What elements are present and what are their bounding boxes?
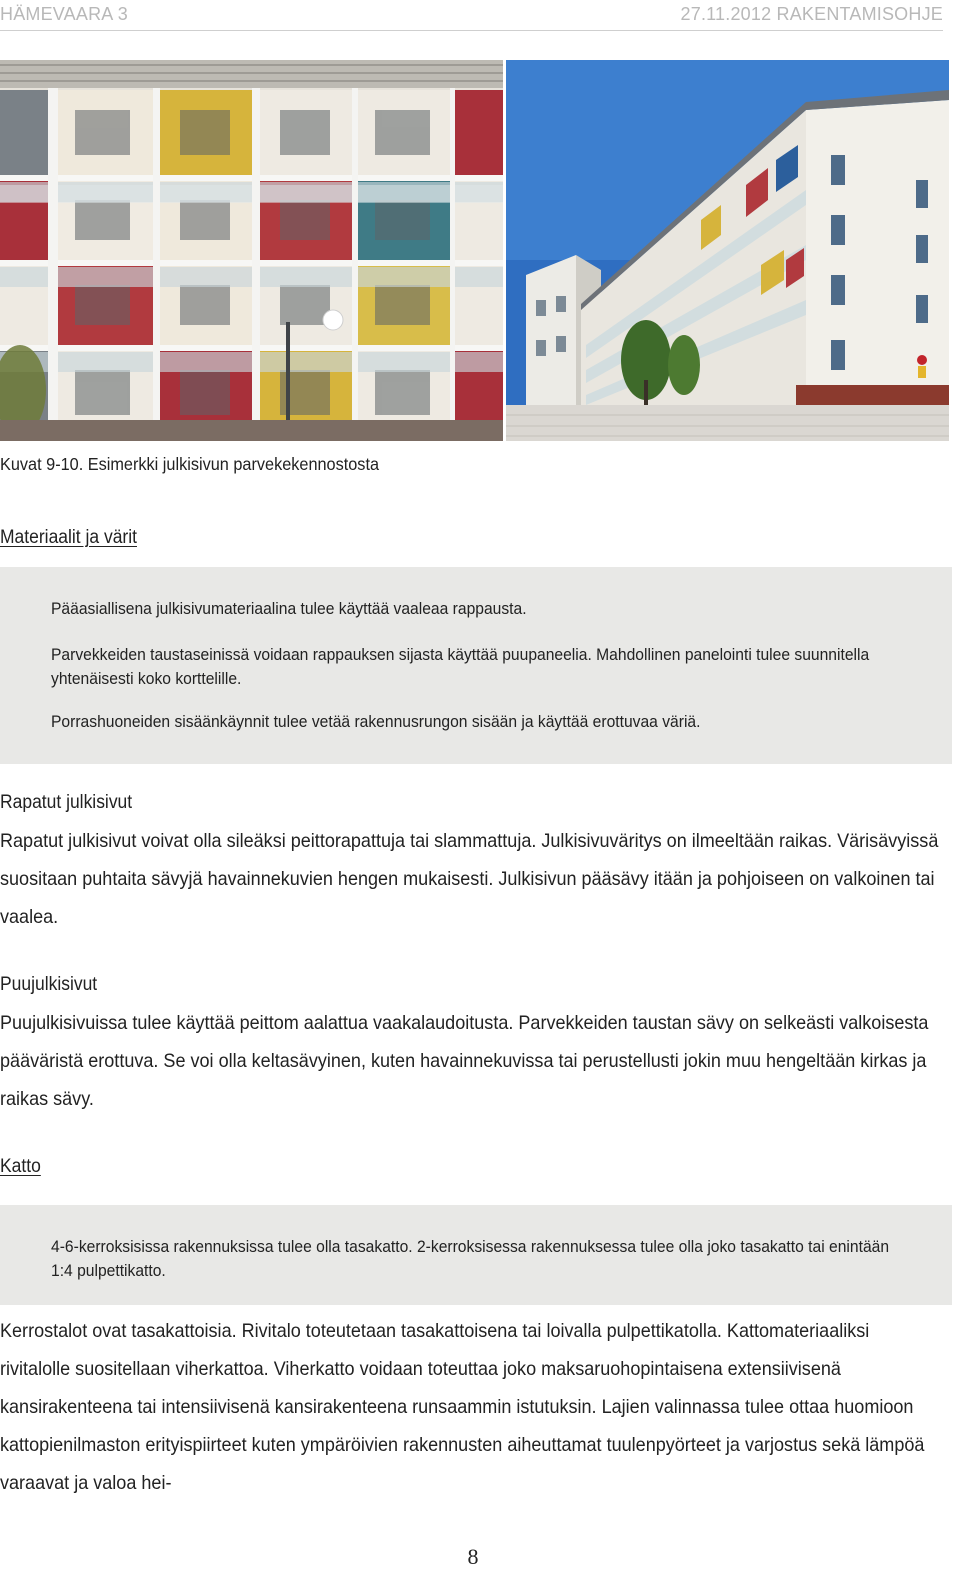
plastered-paragraph: Rapatut julkisivut voivat olla sileäksi peittorapattuja tai slammattuja. Julkisivuväritys on ilmeeltään raikas. Värisävyissä suositaan puhtaita sävyjä havainnekuvien hengen mukaisesti. Julkisivun pääsävy itään ja pohjoiseen on valkoinen tai vaalea. [0, 830, 939, 928]
header-rule [0, 30, 943, 31]
header-document-title: HÄMEVAARA 3 [0, 4, 128, 24]
materials-paragraph-2: Parvekkeiden taustaseinissä voidaan rappauksen sijasta käyttää puupaneelia. Mahdollinen panelointi tulee suunnitella yhtenäisesti koko korttelille. [51, 645, 870, 688]
roof-guideline-box [0, 1205, 952, 1305]
balcony-facade-photo [0, 60, 503, 441]
section-heading-roof: Katto [0, 1156, 41, 1177]
figure-caption: Kuvat 9-10. Esimerkki julkisivun parvekekennostosta [0, 454, 380, 474]
section-heading-materials: Materiaalit ja värit [0, 527, 137, 548]
street-view-photo [506, 60, 949, 441]
section-heading-wooden: Puujulkisivut [0, 974, 98, 995]
header-date-title: 27.11.2012 RAKENTAMISOHJE [680, 4, 943, 24]
page-number: 8 [467, 1544, 479, 1569]
wooden-paragraph: Puujulkisivuissa tulee käyttää peittom aalattua vaakalaudoitusta. Parvekkeiden taustan sävy on selkeästi valkoisesta pääväristä erottuva. Se voi olla keltasävyinen, kuten havainnekuvissa tai perustellusti jokin muu hengeltään kirkas ja raikas sävy. [0, 1012, 929, 1110]
roof-box-text: 4-6-kerroksisissa rakennuksissa tulee olla tasakatto. 2-kerroksisessa rakennuksessa tulee olla joko tasakatto tai enintään 1:4 pulpettikatto. [51, 1237, 890, 1280]
section-heading-plastered: Rapatut julkisivut [0, 792, 133, 813]
materials-paragraph-3: Porrashuoneiden sisäänkäynnit tulee vetää rakennusrungon sisään ja käyttää erottuvaa väriä. [51, 712, 701, 731]
materials-paragraph-1: Pääasiallisena julkisivumateriaalina tulee käyttää vaaleaa rappausta. [51, 599, 527, 618]
materials-guideline-box [0, 567, 952, 764]
roof-paragraph: Kerrostalot ovat tasakattoisia. Rivitalo toteutetaan tasakattoisena tai loivalla pulpettikatolla. Kattomateriaaliksi rivitalolle suositellaan viherkattoa. Viherkatto voidaan toteuttaa joko maksaruohopintaisena extensiivisenä kansirakenteena tai intensiivisenä kansirakenteena runsaammin istutuksin. Lajien valinnassa tulee ottaa huomioon kattopienilmaston erityispiirteet kuten ympäröivien rakennusten aiheuttamat tuulenpyörteet ja varjostus sekä lämpöä varaavat ja valoa hei- [0, 1320, 925, 1494]
